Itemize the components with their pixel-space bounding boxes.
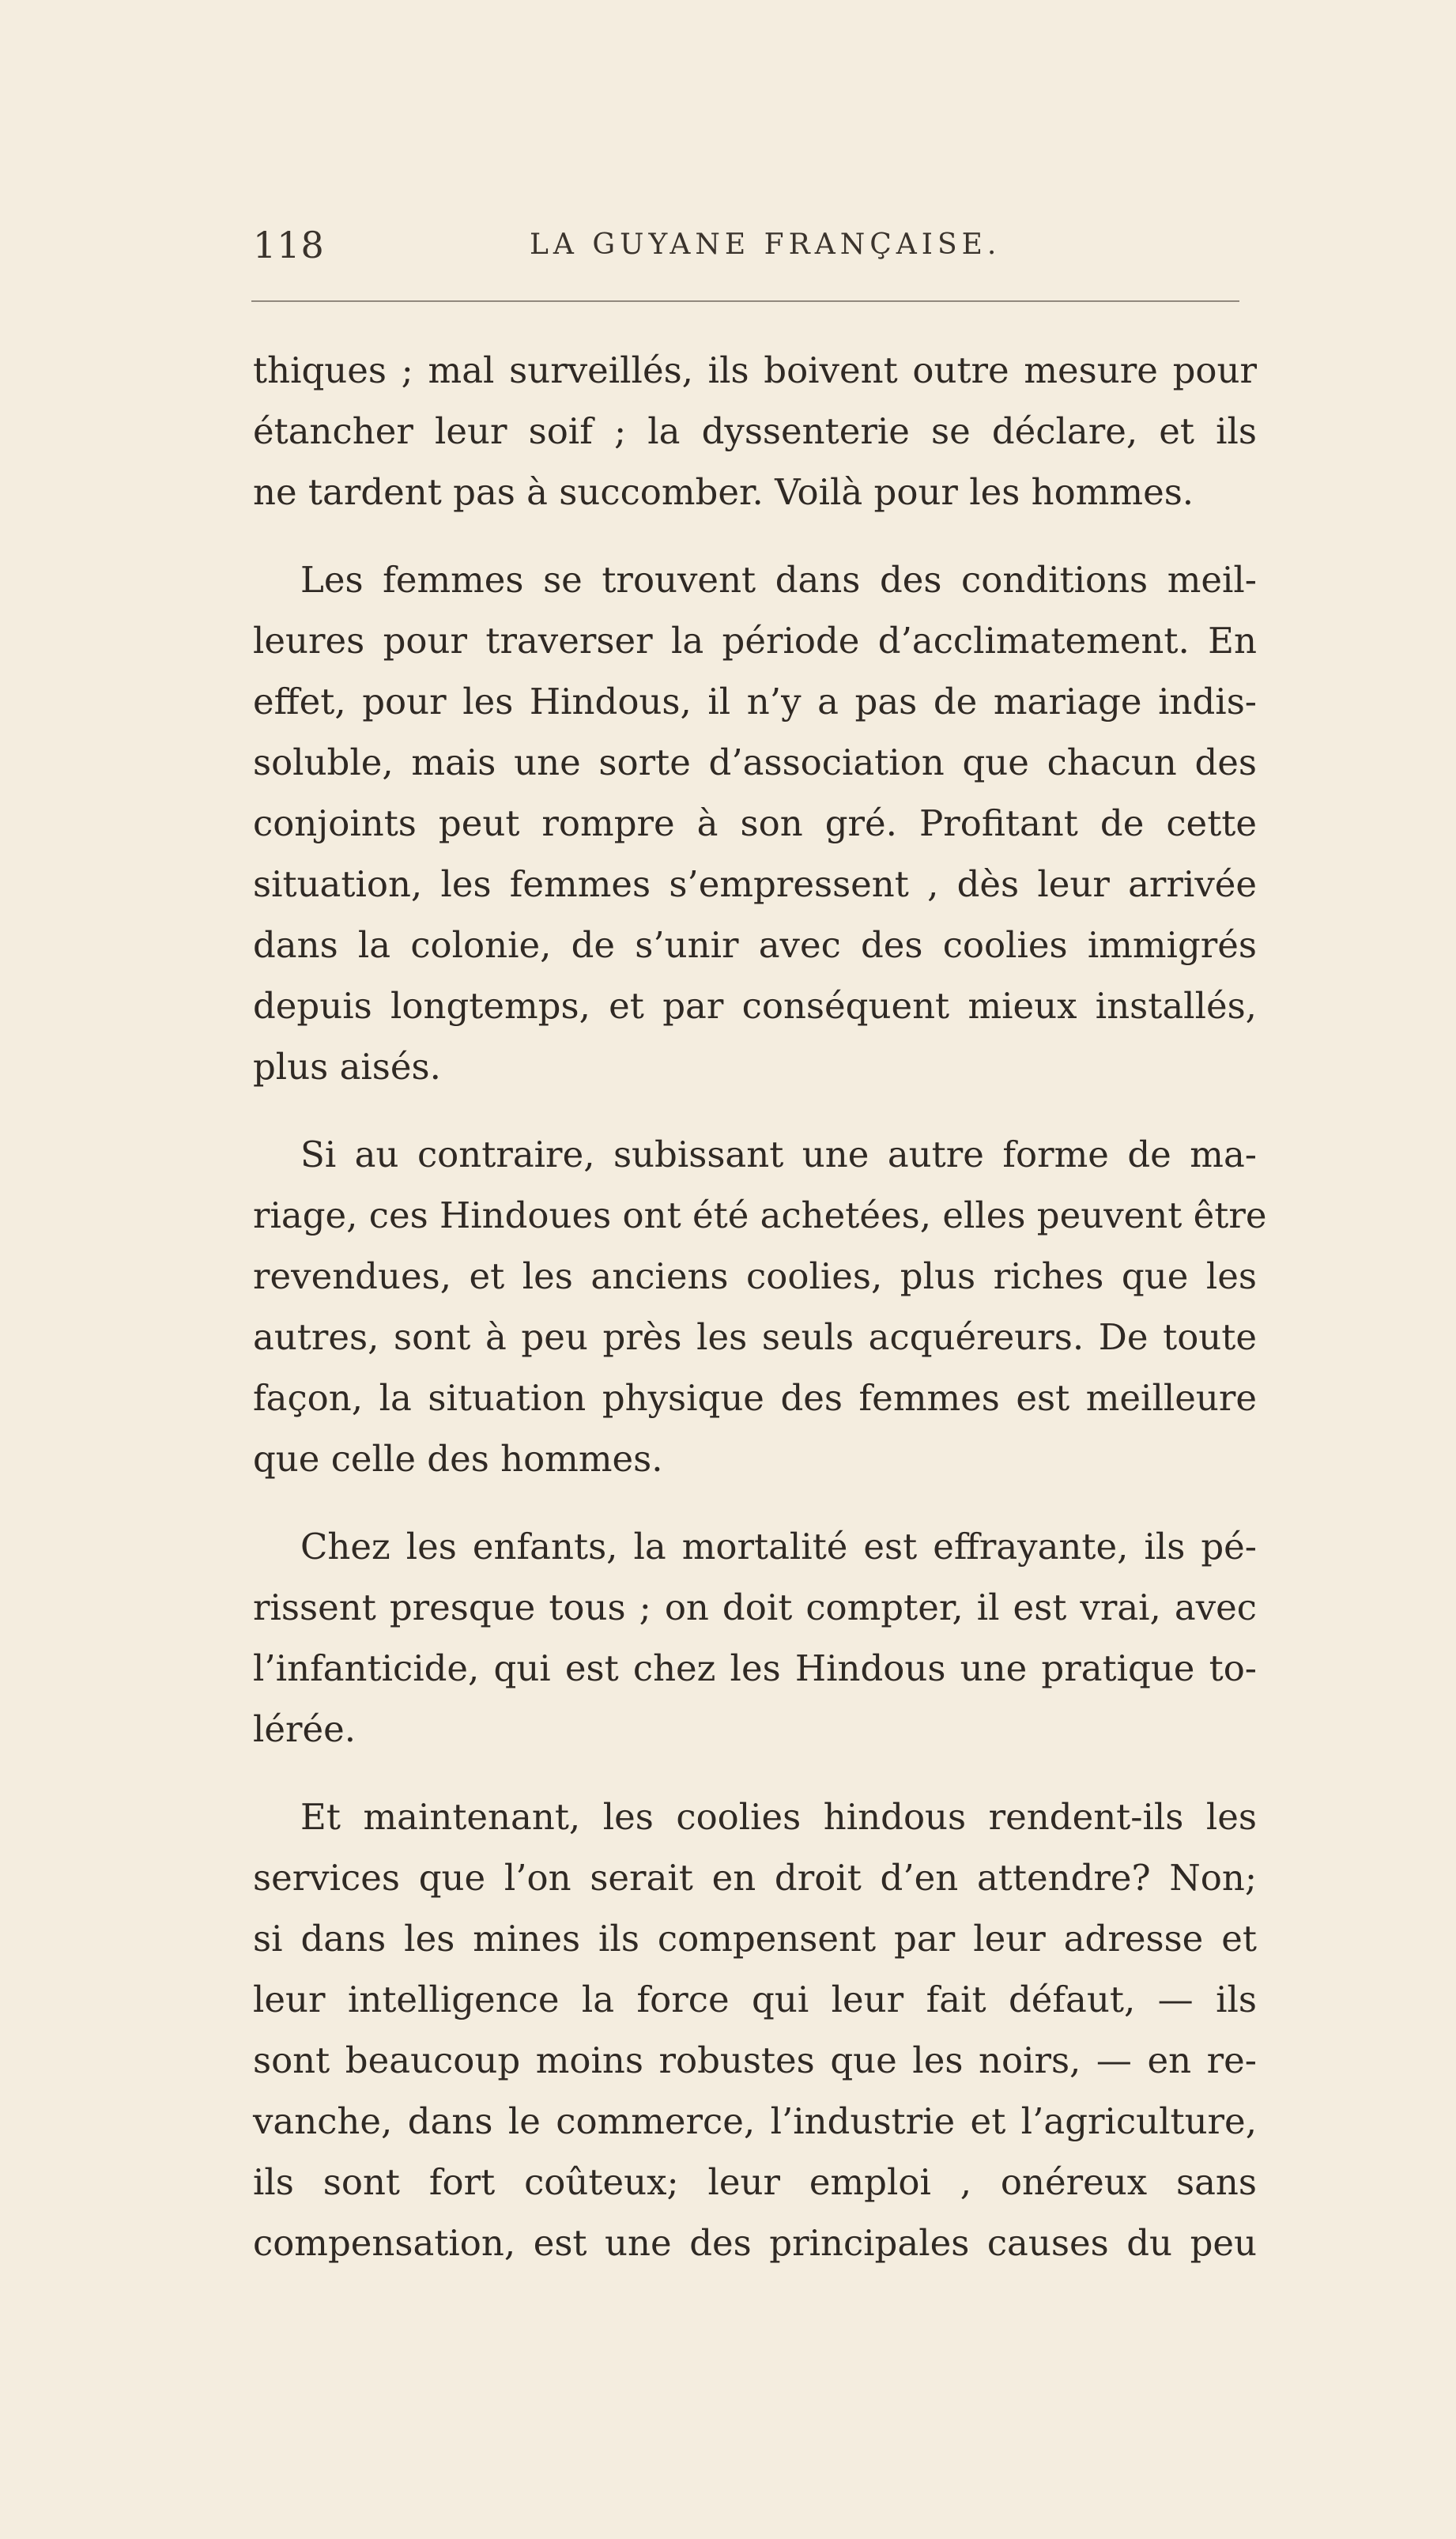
paragraph bbox=[253, 1786, 1257, 2273]
header-rule bbox=[251, 300, 1239, 302]
text-line: Les femmes se trouvent dans des conditions meil- bbox=[300, 559, 1257, 601]
text-line: l’infanticide, qui est chez les Hindous une pratique to- bbox=[253, 1647, 1257, 1689]
text-line: si dans les mines ils compensent par leur adresse et bbox=[253, 1918, 1257, 1960]
text-line: conjoints peut rompre à son gré. Profitant de cette bbox=[253, 802, 1257, 844]
text-line: ne tardent pas à succomber. Voilà pour les hommes. bbox=[253, 471, 1194, 513]
body-text bbox=[253, 340, 1267, 2273]
paragraph bbox=[253, 1124, 1267, 1489]
text-line: compensation, est une des principales causes du peu bbox=[253, 2222, 1257, 2264]
text-line: depuis longtemps, et par conséquent mieux installés, bbox=[253, 985, 1257, 1027]
text-line: Chez les enfants, la mortalité est effrayante, ils pé- bbox=[300, 1526, 1257, 1568]
text-line: Si au contraire, subissant une autre forme de ma- bbox=[300, 1134, 1257, 1175]
text-line: que celle des hommes. bbox=[253, 1438, 663, 1480]
text-line: leur intelligence la force qui leur fait défaut, — ils bbox=[253, 1979, 1257, 2020]
text-line: riage, ces Hindoues ont été achetées, elles peuvent être bbox=[253, 1194, 1267, 1236]
text-line: sont beaucoup moins robustes que les noirs, — en re- bbox=[253, 2039, 1257, 2081]
page-number: 118 bbox=[253, 224, 325, 266]
running-title: LA GUYANE FRANÇAISE. bbox=[530, 228, 1001, 261]
paragraph bbox=[253, 340, 1257, 523]
text-line: revendues, et les anciens coolies, plus riches que les bbox=[253, 1255, 1257, 1297]
text-line: rissent presque tous ; on doit compter, il est vrai, avec bbox=[253, 1586, 1257, 1628]
text-line: façon, la situation physique des femmes est meilleure bbox=[253, 1377, 1257, 1419]
text-line: autres, sont à peu près les seuls acquéreurs. De toute bbox=[253, 1316, 1257, 1358]
text-line: lérée. bbox=[253, 1708, 356, 1750]
text-line: dans la colonie, de s’unir avec des coolies immigrés bbox=[253, 924, 1257, 966]
text-line: ils sont fort coûteux; leur emploi , onéreux sans bbox=[253, 2161, 1257, 2203]
text-line: thiques ; mal surveillés, ils boivent outre mesure pour bbox=[253, 349, 1257, 391]
text-line: étancher leur soif ; la dyssenterie se déclare, et ils bbox=[253, 410, 1257, 452]
text-line: leures pour traverser la période d’acclimatement. En bbox=[253, 620, 1257, 662]
text-line: soluble, mais une sorte d’association que chacun des bbox=[253, 741, 1257, 783]
text-line: Et maintenant, les coolies hindous rendent-ils les bbox=[300, 1796, 1257, 1838]
text-line: situation, les femmes s’empressent , dès leur arrivée bbox=[253, 863, 1257, 905]
text-line: effet, pour les Hindous, il n’y a pas de mariage indis- bbox=[253, 681, 1257, 722]
page-header bbox=[253, 224, 1241, 279]
paragraph bbox=[253, 1516, 1257, 1760]
text-line: vanche, dans le commerce, l’industrie et l’agriculture, bbox=[253, 2100, 1257, 2142]
text-line: plus aisés. bbox=[253, 1046, 441, 1088]
text-line: services que l’on serait en droit d’en attendre? Non; bbox=[253, 1857, 1257, 1899]
paragraph bbox=[253, 549, 1257, 1097]
